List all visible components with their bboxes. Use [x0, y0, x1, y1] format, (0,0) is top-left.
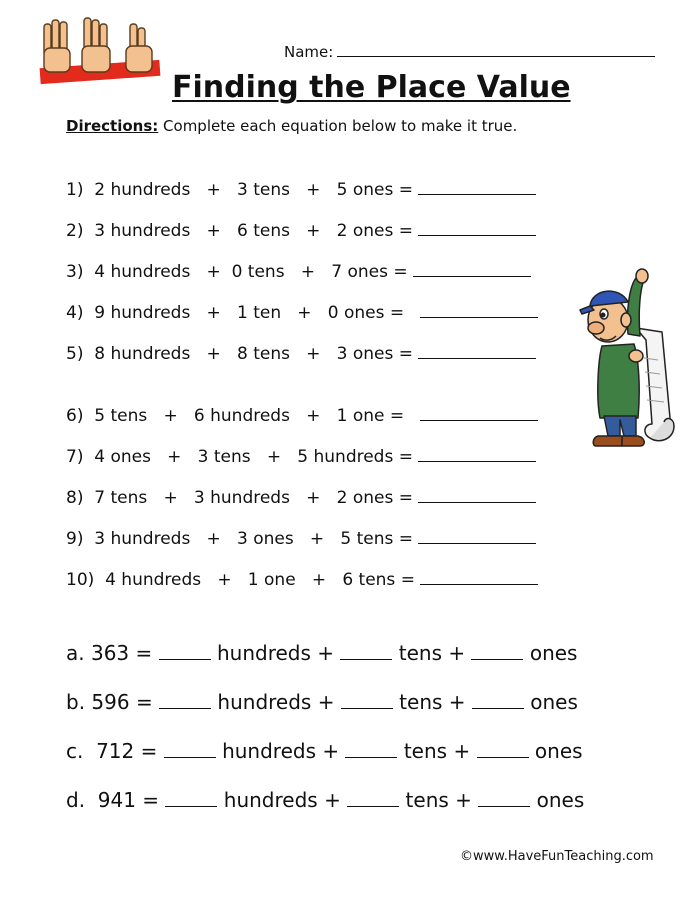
ones-label: ones	[523, 690, 578, 714]
ones-blank[interactable]	[472, 692, 524, 709]
equation-row	[66, 262, 531, 282]
hundreds-blank[interactable]	[159, 643, 211, 660]
answer-blank[interactable]	[413, 262, 531, 277]
ones-blank[interactable]	[471, 643, 523, 660]
copyright-footer: ©www.HaveFunTeaching.com	[460, 849, 654, 864]
answer-blank[interactable]	[420, 570, 538, 585]
ones-label: ones	[528, 739, 583, 763]
equation-text: 7) 4 ones + 3 tens + 5 hundreds =	[66, 447, 419, 467]
hundreds-blank[interactable]	[165, 790, 217, 807]
name-label: Name:	[284, 43, 334, 61]
tens-label: tens +	[397, 739, 477, 763]
equation-text: 6) 5 tens + 6 hundreds + 1 one =	[66, 406, 421, 426]
number-label: d. 941 =	[66, 788, 166, 812]
equation-row	[66, 180, 536, 200]
number-label: b. 596 =	[66, 690, 160, 714]
ones-blank[interactable]	[478, 790, 530, 807]
answer-blank[interactable]	[418, 529, 536, 544]
tens-blank[interactable]	[341, 692, 393, 709]
equation-row	[66, 344, 536, 364]
counting-hands-icon	[38, 14, 162, 90]
equation-text: 1) 2 hundreds + 3 tens + 5 ones =	[66, 180, 419, 200]
tens-label: tens +	[392, 690, 472, 714]
tens-blank[interactable]	[347, 790, 399, 807]
equation-row	[66, 303, 538, 323]
name-field[interactable]	[284, 42, 655, 61]
answer-blank[interactable]	[418, 180, 536, 195]
equation-text: 3) 4 hundreds + 0 tens + 7 ones =	[66, 262, 413, 282]
equation-row	[66, 570, 538, 590]
name-blank-line[interactable]	[337, 42, 655, 57]
answer-blank[interactable]	[418, 221, 536, 236]
hundreds-label: hundreds +	[211, 690, 341, 714]
equation-text: 10) 4 hundreds + 1 one + 6 tens =	[66, 570, 421, 590]
hundreds-blank[interactable]	[164, 741, 216, 758]
hundreds-blank[interactable]	[159, 692, 211, 709]
tens-label: tens +	[392, 641, 472, 665]
directions-text: Complete each equation below to make it true.	[158, 117, 518, 135]
page-title: Finding the Place Value	[172, 70, 571, 105]
equation-text: 4) 9 hundreds + 1 ten + 0 ones =	[66, 303, 421, 323]
hundreds-label: hundreds +	[217, 788, 348, 812]
place-value-row	[66, 788, 584, 812]
equation-row	[66, 447, 536, 467]
ones-label: ones	[530, 788, 585, 812]
place-value-row	[66, 641, 577, 665]
hundreds-label: hundreds +	[215, 739, 346, 763]
number-label: c. 712 =	[66, 739, 164, 763]
ones-label: ones	[523, 641, 578, 665]
equation-text: 9) 3 hundreds + 3 ones + 5 tens =	[66, 529, 419, 549]
man-with-receipt-scroll-illustration	[578, 268, 682, 460]
place-value-row	[66, 690, 578, 714]
equation-row	[66, 529, 536, 549]
equation-text: 5) 8 hundreds + 8 tens + 3 ones =	[66, 344, 419, 364]
directions-label: Directions:	[66, 117, 159, 135]
ones-blank[interactable]	[477, 741, 529, 758]
answer-blank[interactable]	[418, 447, 536, 462]
equation-row	[66, 488, 536, 508]
tens-blank[interactable]	[340, 643, 392, 660]
equation-row	[66, 406, 538, 426]
answer-blank[interactable]	[418, 488, 536, 503]
answer-blank[interactable]	[420, 303, 538, 318]
number-label: a. 363 =	[66, 641, 159, 665]
directions	[66, 117, 517, 135]
tens-label: tens +	[399, 788, 479, 812]
hundreds-label: hundreds +	[210, 641, 341, 665]
place-value-row	[66, 739, 583, 763]
answer-blank[interactable]	[418, 344, 536, 359]
tens-blank[interactable]	[345, 741, 397, 758]
equation-text: 8) 7 tens + 3 hundreds + 2 ones =	[66, 488, 419, 508]
equation-text: 2) 3 hundreds + 6 tens + 2 ones =	[66, 221, 419, 241]
equation-row	[66, 221, 536, 241]
answer-blank[interactable]	[420, 406, 538, 421]
